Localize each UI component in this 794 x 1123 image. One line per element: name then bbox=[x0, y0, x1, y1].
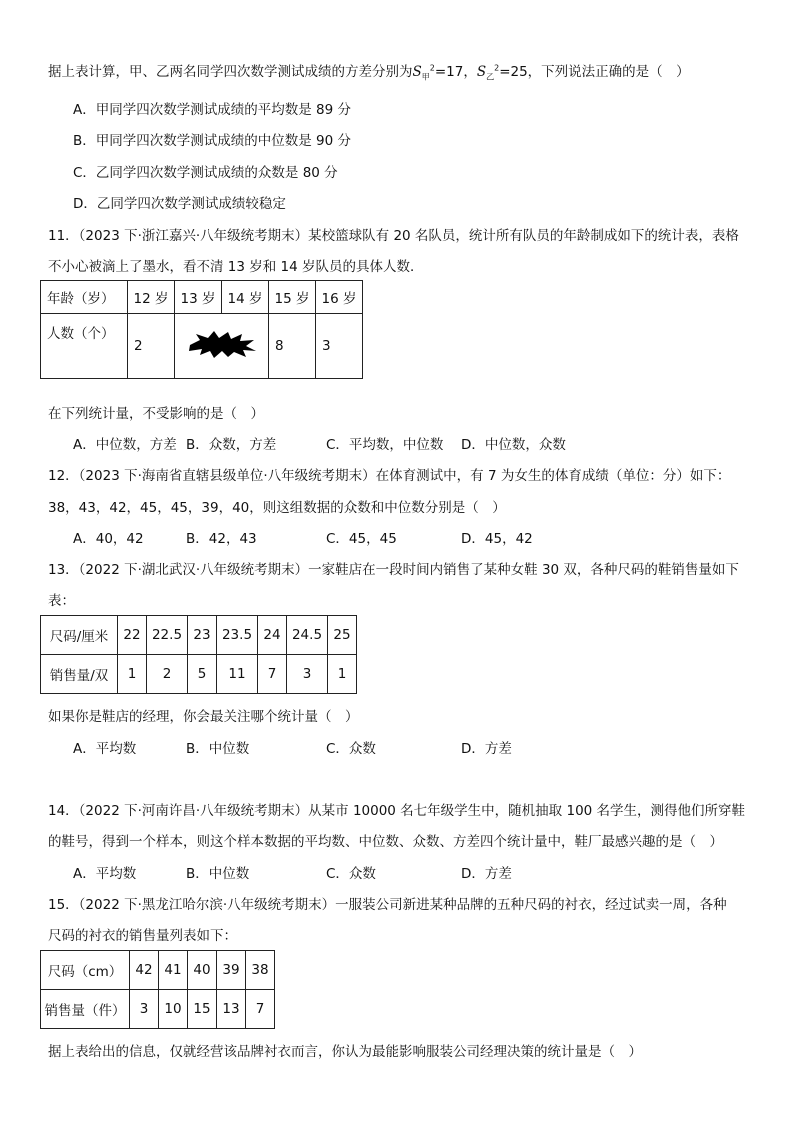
q12-option-c: C．45，45 bbox=[326, 531, 397, 547]
option-d: D．乙同学四次数学测试成绩较稳定 bbox=[73, 196, 286, 212]
table-cell: 2 bbox=[147, 655, 188, 694]
ink-blot-icon bbox=[186, 329, 258, 359]
table-cell: 13 bbox=[217, 990, 246, 1029]
table-row-label: 人数（个） bbox=[41, 314, 128, 379]
table-header-cell: 41 bbox=[159, 951, 188, 990]
q15-shirt-table bbox=[40, 950, 275, 1029]
table-header-cell: 24 bbox=[258, 616, 287, 655]
q12-line1: 12．（2023 下·海南省直辖县级单位·八年级统考期末）在体育测试中，有 7 为女生的体育成绩（单位：分）如下： bbox=[48, 468, 731, 484]
variance-symbol-2: S bbox=[476, 64, 487, 80]
table-header-cell: 22.5 bbox=[147, 616, 188, 655]
variance-value-1: =17， bbox=[434, 64, 477, 80]
table-header-cell: 42 bbox=[130, 951, 159, 990]
intro-statement bbox=[48, 60, 690, 83]
q13-size-table bbox=[40, 615, 357, 694]
table-header-cell: 尺码/厘米 bbox=[41, 616, 118, 655]
variance-sub-1: 甲 bbox=[421, 72, 430, 82]
q15-prompt: 据上表给出的信息，仅就经营该品牌衬衣而言，你认为最能影响服装公司经理决策的统计量是（ ） bbox=[48, 1044, 642, 1060]
q12-option-a: A．40，42 bbox=[73, 531, 144, 547]
table-header-cell: 尺码（cm） bbox=[41, 951, 130, 990]
table-cell: 1 bbox=[328, 655, 357, 694]
q13-line2: 表： bbox=[48, 593, 75, 609]
table-header-cell: 40 bbox=[188, 951, 217, 990]
q11-line2: 不小心被滴上了墨水，看不清 13 岁和 14 岁队员的具体人数． bbox=[48, 259, 424, 275]
table-header-cell: 12 岁 bbox=[128, 281, 175, 314]
table-cell: 1 bbox=[118, 655, 147, 694]
q13-option-d: D．方差 bbox=[461, 741, 512, 757]
option-a: A．甲同学四次数学测试成绩的平均数是 89 分 bbox=[73, 102, 351, 118]
table-cell: 3 bbox=[130, 990, 159, 1029]
table-header-cell: 16 岁 bbox=[316, 281, 363, 314]
q14-option-b: B．中位数 bbox=[186, 866, 250, 882]
q13-option-c: C．众数 bbox=[326, 741, 376, 757]
table-cell: 7 bbox=[258, 655, 287, 694]
q11-option-b: B．众数，方差 bbox=[186, 437, 277, 453]
table-header-cell: 39 bbox=[217, 951, 246, 990]
q11-option-a: A．中位数，方差 bbox=[73, 437, 177, 453]
table-cell: 3 bbox=[316, 314, 363, 379]
table-header-cell: 年龄（岁） bbox=[41, 281, 128, 314]
q14-option-a: A．平均数 bbox=[73, 866, 137, 882]
q13-prompt: 如果你是鞋店的经理，你会最关注哪个统计量（ ） bbox=[48, 709, 359, 725]
table-header-cell: 14 岁 bbox=[222, 281, 269, 314]
option-c: C．乙同学四次数学测试成绩的众数是 80 分 bbox=[73, 165, 338, 181]
table-header-cell: 23 bbox=[188, 616, 217, 655]
q13-option-b: B．中位数 bbox=[186, 741, 250, 757]
q14-line1: 14．（2022 下·河南许昌·八年级统考期末）从某市 10000 名七年级学生中，随机抽取 100 名学生，测得他们所穿鞋 bbox=[48, 803, 746, 819]
table-cell: 10 bbox=[159, 990, 188, 1029]
table-cell: 15 bbox=[188, 990, 217, 1029]
table-header-cell: 13 岁 bbox=[175, 281, 222, 314]
q14-option-c: C．众数 bbox=[326, 866, 376, 882]
q11-prompt: 在下列统计量，不受影响的是（ ） bbox=[48, 406, 264, 422]
table-row-label: 销售量/双 bbox=[41, 655, 118, 694]
q12-option-d: D．45，42 bbox=[461, 531, 533, 547]
table-row-label: 销售量（件） bbox=[41, 990, 130, 1029]
q11-option-c: C．平均数，中位数 bbox=[326, 437, 444, 453]
table-cell: 7 bbox=[246, 990, 275, 1029]
variance-sup-1: 2 bbox=[429, 63, 435, 73]
table-header-cell: 15 岁 bbox=[269, 281, 316, 314]
table-header-cell: 24.5 bbox=[287, 616, 328, 655]
table-cell: 8 bbox=[269, 314, 316, 379]
option-b: B．甲同学四次数学测试成绩的中位数是 90 分 bbox=[73, 133, 352, 149]
table-cell: 11 bbox=[217, 655, 258, 694]
table-cell: 5 bbox=[188, 655, 217, 694]
q15-line2: 尺码的衬衣的销售量列表如下： bbox=[48, 928, 237, 944]
variance-value-2: =25，下列说法正确的是（ ） bbox=[499, 64, 690, 80]
q13-option-a: A．平均数 bbox=[73, 741, 137, 757]
q13-line1: 13．（2022 下·湖北武汉·八年级统考期末）一家鞋店在一段时间内销售了某种女鞋 30 双，各种尺码的鞋销售量如下 bbox=[48, 562, 739, 578]
table-header-cell: 38 bbox=[246, 951, 275, 990]
q15-line1: 15．（2022 下·黑龙江哈尔滨·八年级统考期末）一服装公司新进某种品牌的五种尺码的衬衣，经过试卖一周，各种 bbox=[48, 897, 727, 913]
variance-sup-2: 2 bbox=[494, 63, 500, 73]
q11-line1: 11．（2023 下·浙江嘉兴·八年级统考期末）某校篮球队有 20 名队员，统计所有队员的年龄制成如下的统计表，表格 bbox=[48, 228, 739, 244]
table-header-cell: 22 bbox=[118, 616, 147, 655]
q12-option-b: B．42，43 bbox=[186, 531, 257, 547]
ink-blot-cell bbox=[175, 314, 269, 379]
table-cell: 3 bbox=[287, 655, 328, 694]
table-header-cell: 25 bbox=[328, 616, 357, 655]
q14-line2: 的鞋号，得到一个样本，则这个样本数据的平均数、中位数、众数、方差四个统计量中，鞋厂最感兴趣的是（ ） bbox=[48, 834, 723, 850]
variance-sub-2: 乙 bbox=[486, 72, 495, 82]
q12-line2: 38，43，42，45，45，39，40，则这组数据的众数和中位数分别是（ ） bbox=[48, 500, 506, 516]
q11-age-table bbox=[40, 280, 363, 379]
table-cell: 2 bbox=[128, 314, 175, 379]
intro-text: 据上表计算，甲、乙两名同学四次数学测试成绩的方差分别为 bbox=[48, 64, 413, 80]
q14-option-d: D．方差 bbox=[461, 866, 512, 882]
table-header-cell: 23.5 bbox=[217, 616, 258, 655]
variance-symbol-1: S bbox=[412, 64, 422, 80]
q11-option-d: D．中位数，众数 bbox=[461, 437, 566, 453]
